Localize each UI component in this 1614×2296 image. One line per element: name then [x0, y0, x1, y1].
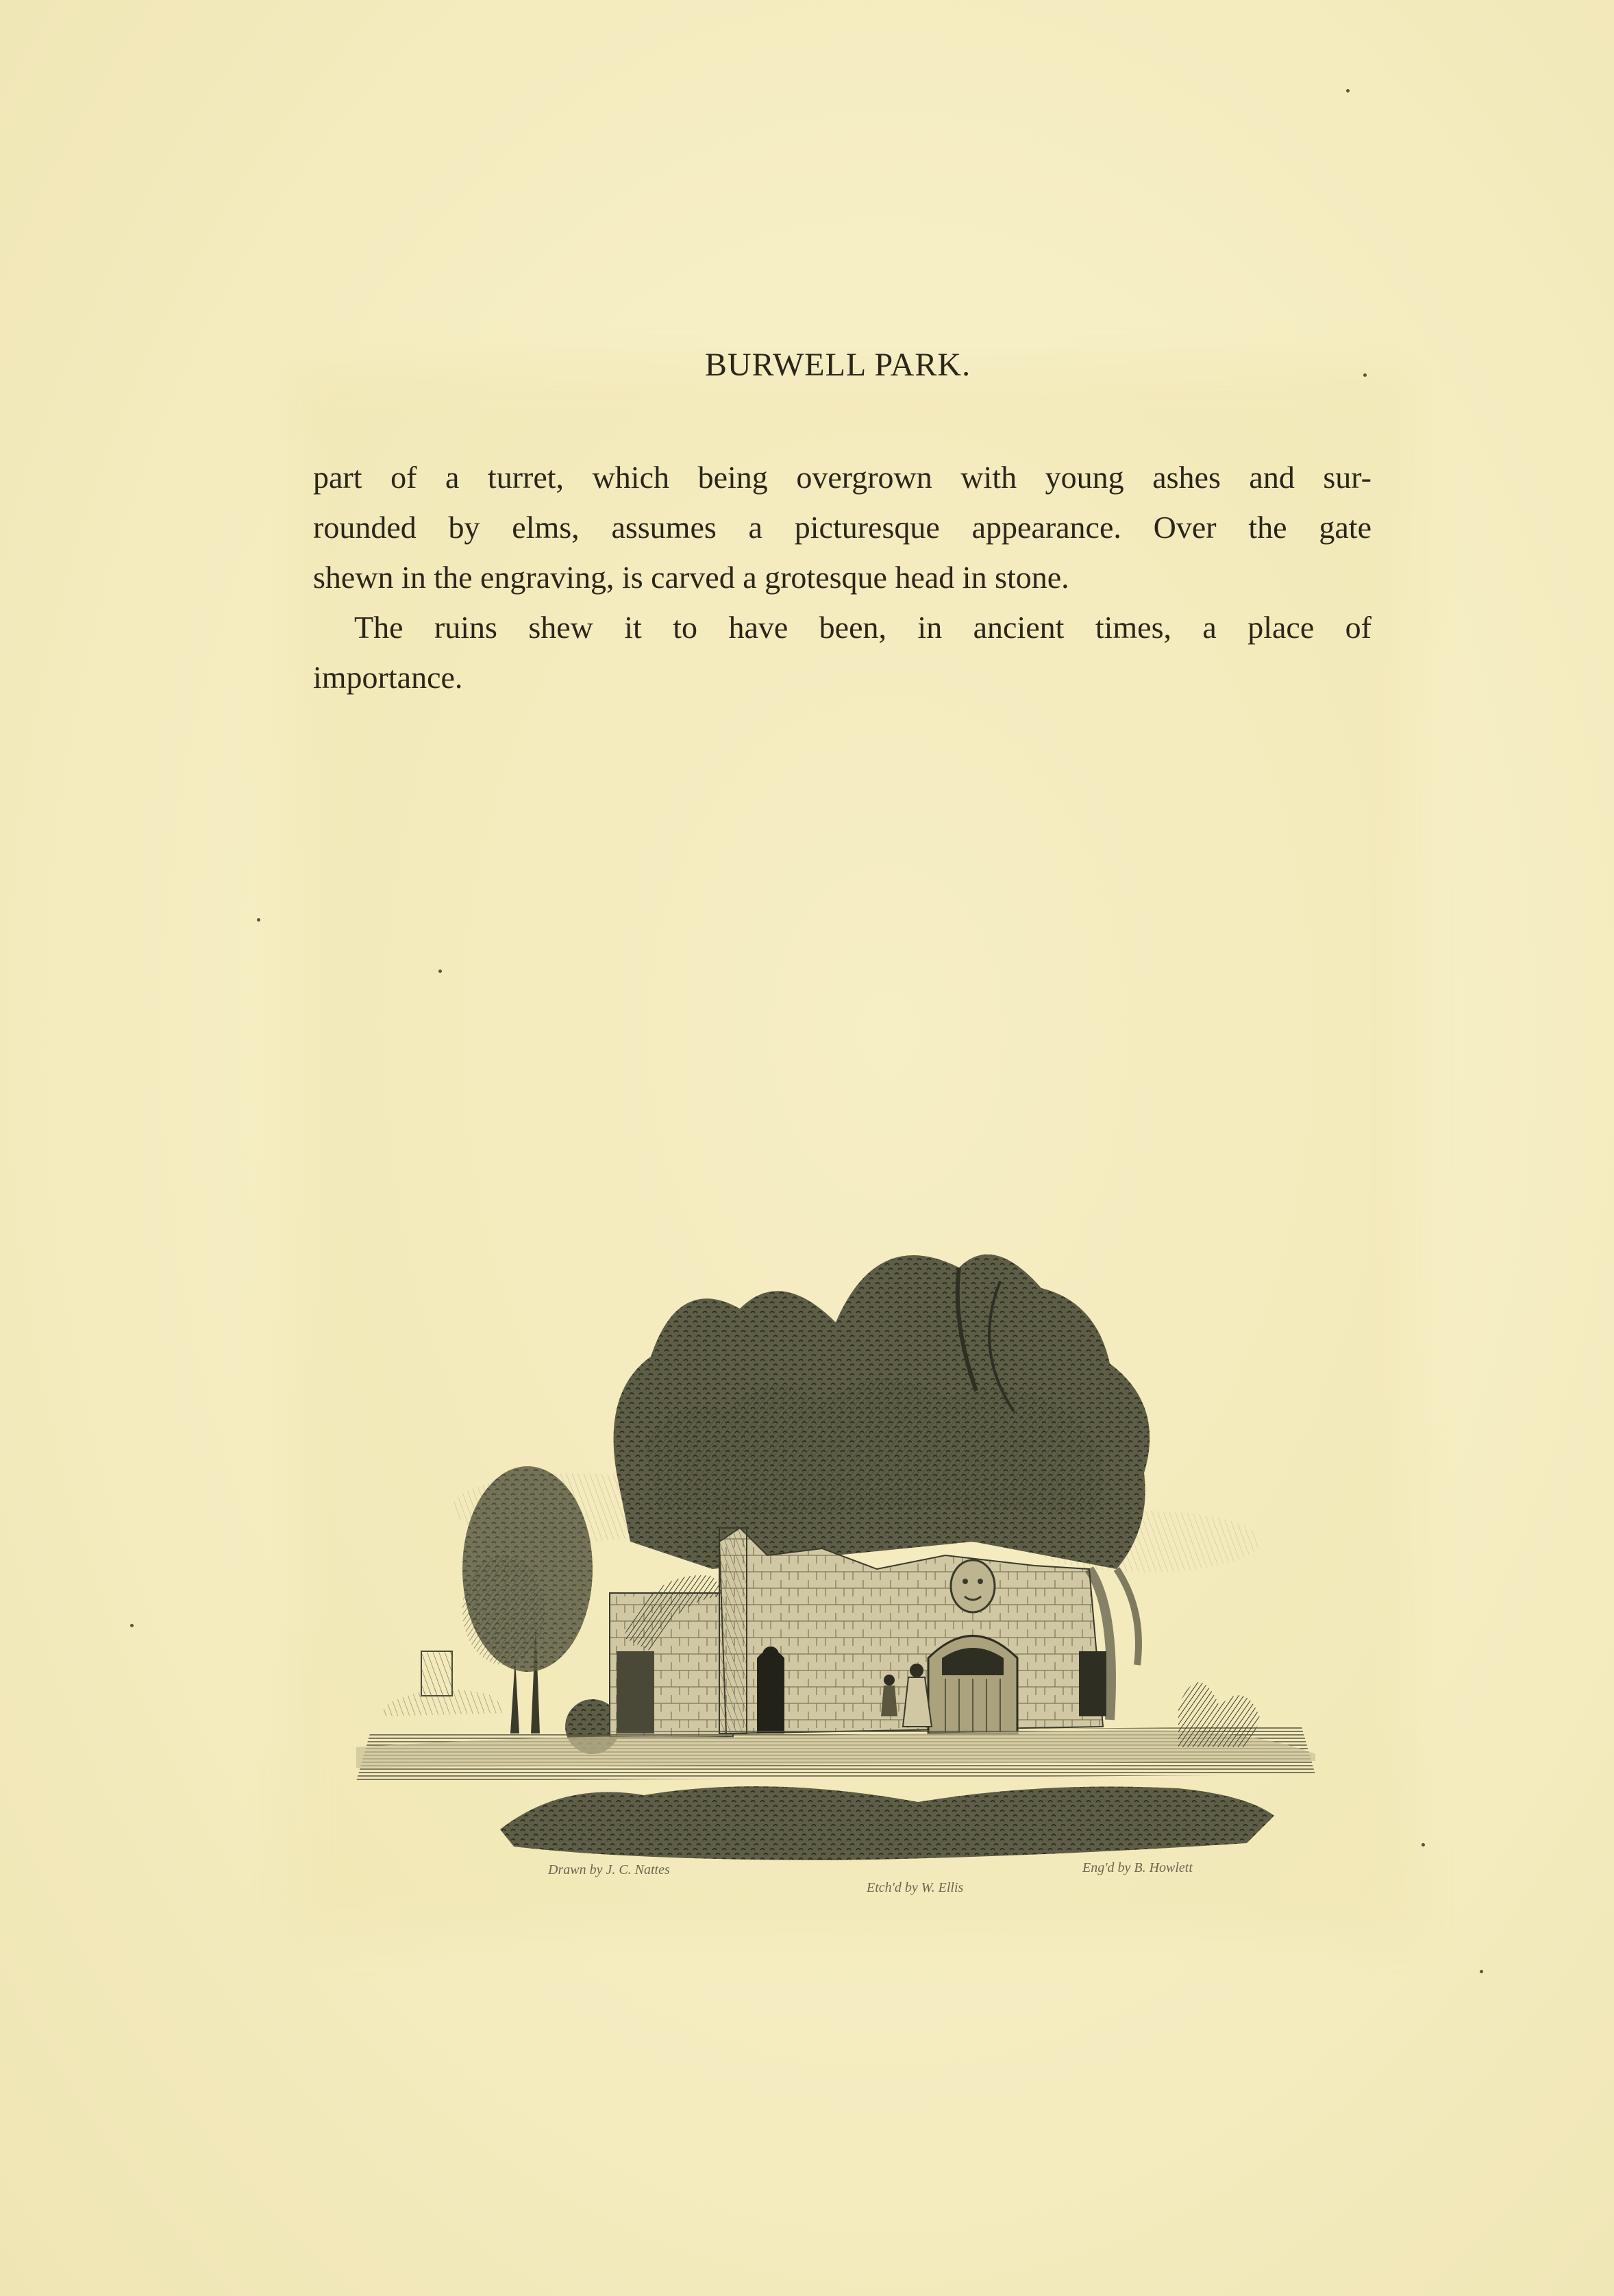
paper-speck: [1363, 373, 1367, 377]
body-text: [313, 452, 1371, 702]
paper-speck: [1480, 1970, 1483, 1973]
text-line: part of a turret, which being overgrown with young ashes and sur-: [313, 460, 1371, 495]
paper-speck: [1346, 89, 1350, 92]
credit-engraved: Eng'd by B. Howlett: [1082, 1860, 1193, 1875]
paper-speck: [130, 1624, 134, 1627]
text-line: The ruins shew it to have been, in ancient times, a place of: [354, 610, 1371, 645]
text-line: importance.: [313, 660, 463, 695]
paper-speck: [1421, 1843, 1425, 1847]
credit-etched: Etch'd by W. Ellis: [867, 1880, 964, 1895]
text-line: shewn in the engraving, is carved a grotesque head in stone.: [313, 560, 1069, 595]
credit-drawn: Drawn by J. C. Nattes: [548, 1862, 670, 1877]
running-head: BURWELL PARK.: [704, 347, 971, 383]
paper-speck: [438, 970, 442, 973]
engraving-ruined-gatehouse: [356, 1185, 1315, 1912]
text-line: rounded by elms, assumes a picturesque appearance. Over the gate: [313, 510, 1371, 545]
grotesque-head: [951, 1560, 995, 1612]
paper-speck: [257, 918, 260, 922]
